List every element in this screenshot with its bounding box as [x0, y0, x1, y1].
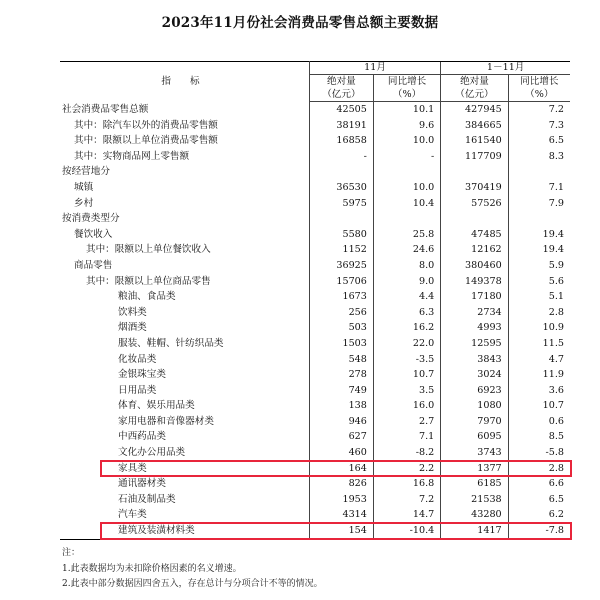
ytd-growth: 7.1	[508, 180, 570, 196]
row-name: 化妆品类	[60, 352, 309, 368]
ytd-growth: 11.5	[508, 336, 570, 352]
month-growth: 24.6	[373, 242, 440, 258]
table-row	[60, 336, 570, 352]
month-growth: 9.6	[373, 118, 440, 134]
ytd-growth: 3.6	[508, 383, 570, 399]
month-value: 749	[309, 383, 373, 399]
ytd-abs-unit: （亿元）	[441, 88, 508, 102]
ytd-value: 6095	[441, 429, 508, 445]
table-row	[60, 523, 570, 539]
month-value: 826	[309, 476, 373, 492]
row-name: 乡村	[60, 196, 309, 212]
ytd-growth: 7.3	[508, 118, 570, 134]
month-abs-header: 绝对量	[309, 75, 373, 89]
month-growth-unit: （%）	[373, 88, 440, 102]
ytd-value: 1417	[441, 523, 508, 539]
month-group-header: 11月	[309, 62, 440, 75]
ytd-growth: 6.2	[508, 507, 570, 523]
month-value: 1503	[309, 336, 373, 352]
table-row	[60, 242, 570, 258]
row-name: 城镇	[60, 180, 309, 196]
ytd-value: 43280	[441, 507, 508, 523]
table-row	[60, 367, 570, 383]
month-growth: 14.7	[373, 507, 440, 523]
ytd-value: 12595	[441, 336, 508, 352]
table-row	[60, 429, 570, 445]
row-name: 按消费类型分	[60, 211, 309, 227]
ytd-growth	[508, 211, 570, 227]
ytd-growth: 8.5	[508, 429, 570, 445]
month-growth: -3.5	[373, 352, 440, 368]
row-name: 粮油、食品类	[60, 289, 309, 305]
month-value: 503	[309, 320, 373, 336]
month-value: -	[309, 149, 373, 165]
month-growth: -10.4	[373, 523, 440, 539]
row-name: 中西药品类	[60, 429, 309, 445]
month-growth: 2.7	[373, 414, 440, 430]
row-name: 建筑及装潢材料类	[60, 523, 309, 539]
ytd-growth: 7.2	[508, 102, 570, 118]
month-growth	[373, 164, 440, 180]
month-value: 38191	[309, 118, 373, 134]
ytd-growth-header: 同比增长	[508, 75, 570, 89]
ytd-growth: 11.9	[508, 367, 570, 383]
row-name: 通讯器材类	[60, 476, 309, 492]
month-growth: -8.2	[373, 445, 440, 461]
month-value: 548	[309, 352, 373, 368]
month-value: 1953	[309, 492, 373, 508]
ytd-value: 2734	[441, 305, 508, 321]
ytd-value: 3024	[441, 367, 508, 383]
month-value	[309, 164, 373, 180]
ytd-value: 12162	[441, 242, 508, 258]
month-growth: 22.0	[373, 336, 440, 352]
table-row	[60, 398, 570, 414]
footnotes	[62, 546, 323, 593]
month-value: 138	[309, 398, 373, 414]
row-name: 按经营地分	[60, 164, 309, 180]
ytd-abs-header: 绝对量	[441, 75, 508, 89]
ytd-value: 21538	[441, 492, 508, 508]
table-row	[60, 133, 570, 149]
ytd-value: 17180	[441, 289, 508, 305]
month-value: 1152	[309, 242, 373, 258]
ytd-value: 57526	[441, 196, 508, 212]
table-row	[60, 102, 570, 118]
table-row	[60, 305, 570, 321]
indicator-header: 指 标	[60, 62, 309, 102]
month-value: 5975	[309, 196, 373, 212]
ytd-value	[441, 164, 508, 180]
ytd-growth: 5.1	[508, 289, 570, 305]
row-name: 家具类	[60, 461, 309, 477]
table-row	[60, 461, 570, 477]
month-value: 460	[309, 445, 373, 461]
row-name: 其中：限额以上单位商品零售	[60, 274, 309, 290]
month-value	[309, 211, 373, 227]
ytd-growth: 6.6	[508, 476, 570, 492]
ytd-value: 4993	[441, 320, 508, 336]
table-row	[60, 196, 570, 212]
ytd-growth: 6.5	[508, 133, 570, 149]
month-value: 16858	[309, 133, 373, 149]
ytd-growth: 19.4	[508, 227, 570, 243]
table-row	[60, 320, 570, 336]
table-row	[60, 211, 570, 227]
ytd-value: 7970	[441, 414, 508, 430]
ytd-value: 1377	[441, 461, 508, 477]
month-growth: 7.1	[373, 429, 440, 445]
month-growth: 2.2	[373, 461, 440, 477]
ytd-growth: 4.7	[508, 352, 570, 368]
ytd-value: 3843	[441, 352, 508, 368]
notes-label: 注：	[62, 548, 81, 558]
ytd-value: 1080	[441, 398, 508, 414]
table-row	[60, 149, 570, 165]
row-name: 日用品类	[60, 383, 309, 399]
ytd-value: 47485	[441, 227, 508, 243]
month-growth: 10.0	[373, 133, 440, 149]
month-value: 15706	[309, 274, 373, 290]
ytd-value: 380460	[441, 258, 508, 274]
row-name: 家用电器和音像器材类	[60, 414, 309, 430]
row-name: 服装、鞋帽、针纺织品类	[60, 336, 309, 352]
month-growth: 10.0	[373, 180, 440, 196]
month-value: 164	[309, 461, 373, 477]
table-row	[60, 258, 570, 274]
ytd-growth: 10.7	[508, 398, 570, 414]
ytd-growth-unit: （%）	[508, 88, 570, 102]
month-growth: 10.1	[373, 102, 440, 118]
row-name: 社会消费品零售总额	[60, 102, 309, 118]
note-line-2: 2.此表中部分数据因四舍五入，存在总计与分项合计不等的情况。	[62, 579, 323, 589]
retail-sales-table	[60, 61, 570, 540]
ytd-value: 370419	[441, 180, 508, 196]
ytd-growth: 19.4	[508, 242, 570, 258]
ytd-growth: 7.9	[508, 196, 570, 212]
ytd-value: 6923	[441, 383, 508, 399]
row-name: 石油及制品类	[60, 492, 309, 508]
month-abs-unit: （亿元）	[309, 88, 373, 102]
ytd-growth	[508, 164, 570, 180]
month-growth: 10.4	[373, 196, 440, 212]
month-value: 36530	[309, 180, 373, 196]
table-row	[60, 445, 570, 461]
row-name: 烟酒类	[60, 320, 309, 336]
month-value: 1673	[309, 289, 373, 305]
month-value: 36925	[309, 258, 373, 274]
table-row	[60, 227, 570, 243]
month-growth: 16.0	[373, 398, 440, 414]
row-name: 餐饮收入	[60, 227, 309, 243]
month-growth: 25.8	[373, 227, 440, 243]
row-name: 其中：限额以上单位消费品零售额	[60, 133, 309, 149]
ytd-value: 6185	[441, 476, 508, 492]
row-name: 其中：限额以上单位餐饮收入	[60, 242, 309, 258]
ytd-value: 149378	[441, 274, 508, 290]
table-row	[60, 164, 570, 180]
table-body	[60, 102, 570, 540]
month-value: 154	[309, 523, 373, 539]
ytd-value: 427945	[441, 102, 508, 118]
table-row	[60, 476, 570, 492]
month-growth: 6.3	[373, 305, 440, 321]
month-growth: 3.5	[373, 383, 440, 399]
month-value: 5580	[309, 227, 373, 243]
row-name: 汽车类	[60, 507, 309, 523]
page-title: 2023年11月份社会消费品零售总额主要数据	[161, 15, 439, 31]
ytd-growth: 2.8	[508, 461, 570, 477]
ytd-value: 384665	[441, 118, 508, 134]
month-growth	[373, 211, 440, 227]
ytd-value: 161540	[441, 133, 508, 149]
table-row	[60, 289, 570, 305]
table-row	[60, 414, 570, 430]
month-growth: 16.8	[373, 476, 440, 492]
month-value: 42505	[309, 102, 373, 118]
note-line-1: 1.此表数据均为未扣除价格因素的名义增速。	[62, 563, 242, 574]
month-growth: 9.0	[373, 274, 440, 290]
month-growth: 10.7	[373, 367, 440, 383]
month-growth-header: 同比增长	[373, 75, 440, 89]
month-growth: 7.2	[373, 492, 440, 508]
table-row	[60, 274, 570, 290]
row-name: 饮料类	[60, 305, 309, 321]
month-value: 4314	[309, 507, 373, 523]
ytd-group-header: 1－11月	[441, 62, 570, 75]
ytd-growth: 5.9	[508, 258, 570, 274]
row-name: 其中：实物商品网上零售额	[60, 149, 309, 165]
row-name: 金银珠宝类	[60, 367, 309, 383]
ytd-value: 3743	[441, 445, 508, 461]
month-growth: 4.4	[373, 289, 440, 305]
table-row	[60, 352, 570, 368]
table-row	[60, 383, 570, 399]
month-growth: -	[373, 149, 440, 165]
row-name: 文化办公用品类	[60, 445, 309, 461]
month-value: 946	[309, 414, 373, 430]
ytd-growth: 0.6	[508, 414, 570, 430]
ytd-growth: 10.9	[508, 320, 570, 336]
table-row	[60, 180, 570, 196]
month-value: 256	[309, 305, 373, 321]
row-name: 其中：除汽车以外的消费品零售额	[60, 118, 309, 134]
row-name: 商品零售	[60, 258, 309, 274]
month-growth: 8.0	[373, 258, 440, 274]
ytd-value	[441, 211, 508, 227]
table-row	[60, 507, 570, 523]
ytd-growth: -5.8	[508, 445, 570, 461]
ytd-growth: 6.5	[508, 492, 570, 508]
ytd-growth: -7.8	[508, 523, 570, 539]
table-row	[60, 492, 570, 508]
month-growth: 16.2	[373, 320, 440, 336]
ytd-growth: 8.3	[508, 149, 570, 165]
table-row	[60, 118, 570, 134]
ytd-value: 117709	[441, 149, 508, 165]
row-name: 体育、娱乐用品类	[60, 398, 309, 414]
month-value: 278	[309, 367, 373, 383]
ytd-growth: 5.6	[508, 274, 570, 290]
ytd-growth: 2.8	[508, 305, 570, 321]
month-value: 627	[309, 429, 373, 445]
